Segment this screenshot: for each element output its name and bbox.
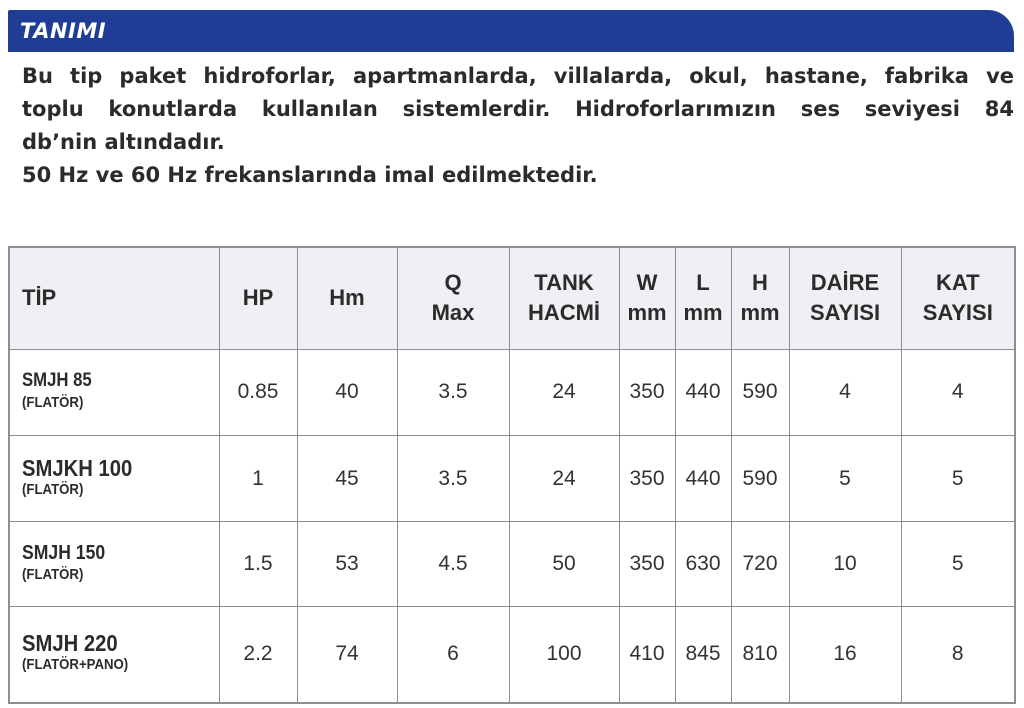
section-header-bar xyxy=(8,10,1014,52)
cell-tip xyxy=(9,522,219,606)
cell-hp: 1.5 xyxy=(219,522,297,606)
header-tank-line2: HACMİ xyxy=(527,300,601,326)
cell-l: 440 xyxy=(675,435,731,521)
header-q-max xyxy=(397,247,509,349)
cell-h: 590 xyxy=(731,349,789,435)
cell-w: 410 xyxy=(619,606,675,703)
header-w-line2: mm xyxy=(627,300,667,326)
table-row xyxy=(9,435,1015,521)
header-daire-line1: DAİRE xyxy=(810,270,880,296)
header-h-line2: mm xyxy=(740,300,780,326)
cell-tip xyxy=(9,435,219,521)
cell-hm: 40 xyxy=(297,349,397,435)
header-l-mm xyxy=(675,247,731,349)
section-title: TANIMI xyxy=(20,19,107,43)
header-l-line1: L xyxy=(696,270,710,296)
header-l-line2: mm xyxy=(683,300,723,326)
cell-hm: 45 xyxy=(297,435,397,521)
cell-w: 350 xyxy=(619,349,675,435)
cell-daire: 16 xyxy=(789,606,901,703)
cell-hm: 53 xyxy=(297,522,397,606)
table-row xyxy=(9,349,1015,435)
cell-l: 440 xyxy=(675,349,731,435)
cell-q: 3.5 xyxy=(397,435,509,521)
model-name: SMJH 150 xyxy=(22,542,106,565)
model-note: (FLATÖR) xyxy=(22,566,84,584)
cell-kat: 8 xyxy=(901,606,1015,703)
cell-hm: 74 xyxy=(297,606,397,703)
description-line-2: toplu konutlarda kullanılan sistemlerdir. Hidroforlarımızın ses seviyesi 84 xyxy=(22,97,1014,121)
cell-h: 720 xyxy=(731,522,789,606)
header-kat-line1: KAT xyxy=(935,270,980,296)
cell-tip xyxy=(9,606,219,703)
description-line-4: 50 Hz ve 60 Hz frekanslarında imal edilmektedir. xyxy=(22,163,598,187)
table-row xyxy=(9,522,1015,606)
spec-table xyxy=(8,246,1016,704)
cell-daire: 10 xyxy=(789,522,901,606)
header-tank-line1: TANK xyxy=(534,270,594,296)
cell-kat: 5 xyxy=(901,435,1015,521)
model-note: (FLATÖR) xyxy=(22,480,84,498)
cell-hp: 2.2 xyxy=(219,606,297,703)
cell-kat: 4 xyxy=(901,349,1015,435)
cell-tip xyxy=(9,349,219,435)
cell-tank: 24 xyxy=(509,349,619,435)
header-hp: HP xyxy=(219,247,297,349)
cell-q: 3.5 xyxy=(397,349,509,435)
cell-tank: 50 xyxy=(509,522,619,606)
cell-q: 4.5 xyxy=(397,522,509,606)
cell-kat: 5 xyxy=(901,522,1015,606)
header-q-line2: Max xyxy=(431,300,475,326)
cell-q: 6 xyxy=(397,606,509,703)
header-daire-line2: SAYISI xyxy=(809,300,881,326)
header-tank-hacmi xyxy=(509,247,619,349)
cell-l: 630 xyxy=(675,522,731,606)
description-block xyxy=(22,60,1014,192)
cell-h: 810 xyxy=(731,606,789,703)
cell-daire: 4 xyxy=(789,349,901,435)
description-line-1: Bu tip paket hidroforlar, apartmanlarda, villalarda, okul, hastane, fabrika ve xyxy=(22,64,1014,88)
header-w-mm xyxy=(619,247,675,349)
model-name: SMJH 220 xyxy=(22,630,118,657)
cell-hp: 0.85 xyxy=(219,349,297,435)
header-hm: Hm xyxy=(297,247,397,349)
cell-h: 590 xyxy=(731,435,789,521)
cell-tank: 100 xyxy=(509,606,619,703)
header-kat-line2: SAYISI xyxy=(922,300,993,326)
header-tip: TİP xyxy=(9,247,219,349)
header-h-mm xyxy=(731,247,789,349)
cell-l: 845 xyxy=(675,606,731,703)
model-name: SMJKH 100 xyxy=(22,454,133,481)
header-daire-sayisi xyxy=(789,247,901,349)
header-w-line1: W xyxy=(636,270,658,296)
cell-w: 350 xyxy=(619,435,675,521)
model-note: (FLATÖR+PANO) xyxy=(22,656,129,674)
cell-daire: 5 xyxy=(789,435,901,521)
header-q-line1: Q xyxy=(444,270,462,296)
model-name: SMJH 85 xyxy=(22,370,92,392)
header-kat-sayisi xyxy=(901,247,1015,349)
header-h-line1: H xyxy=(752,270,768,296)
cell-hp: 1 xyxy=(219,435,297,521)
description-line-3: db’nin altındadır. xyxy=(22,130,225,154)
model-note: (FLATÖR) xyxy=(22,394,84,412)
table-row xyxy=(9,606,1015,703)
cell-tank: 24 xyxy=(509,435,619,521)
cell-w: 350 xyxy=(619,522,675,606)
table-header-row xyxy=(9,247,1015,349)
